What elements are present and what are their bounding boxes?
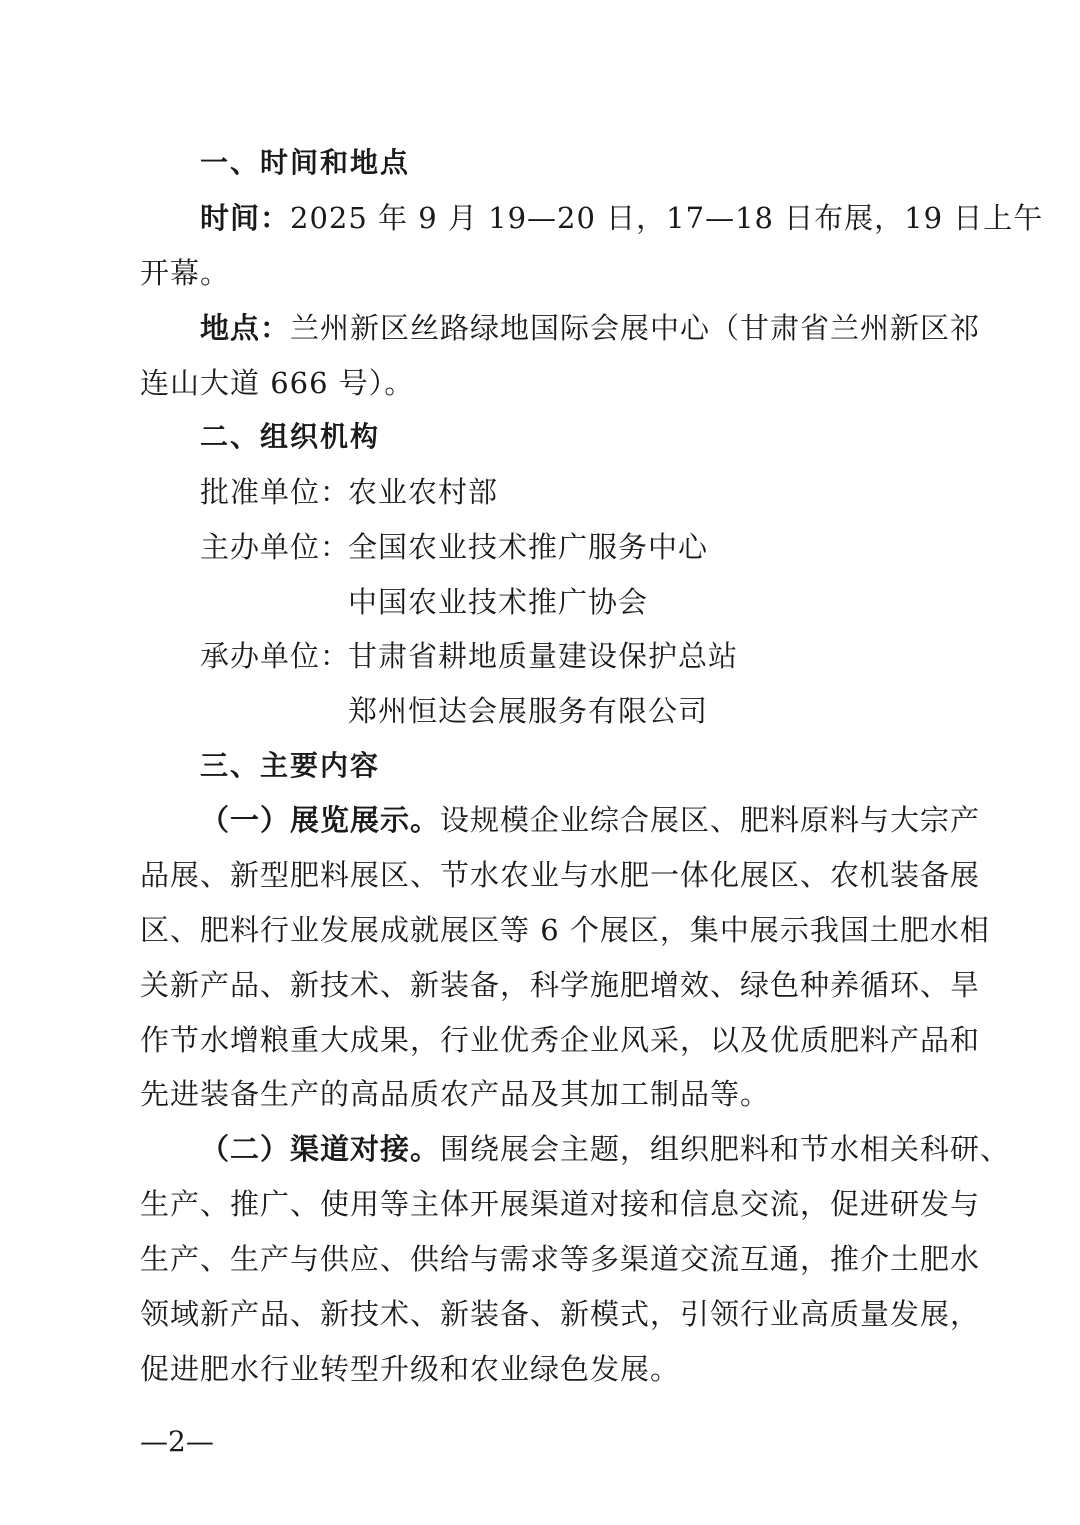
approval-unit-label: 批准单位： bbox=[200, 475, 351, 509]
page-number: —2— bbox=[140, 1425, 214, 1458]
organizer-unit-value-2: 郑州恒达会展服务有限公司 bbox=[348, 694, 709, 728]
organizer-unit-row bbox=[200, 636, 738, 676]
host-unit-value-1: 全国农业技术推广服务中心 bbox=[348, 530, 709, 564]
exhibition-paragraph-line-3: 区、肥料行业发展成就展区等 6 个展区，集中展示我国土肥水相 bbox=[140, 913, 990, 947]
host-unit-label: 主办单位： bbox=[200, 530, 351, 564]
organizer-unit-label: 承办单位： bbox=[200, 639, 351, 673]
exhibition-paragraph-line-1 bbox=[200, 800, 980, 840]
organizer-unit-value-1: 甘肃省耕地质量建设保护总站 bbox=[348, 639, 739, 673]
approval-unit-value: 农业农村部 bbox=[348, 475, 499, 509]
time-paragraph-line-1 bbox=[200, 198, 1043, 238]
channel-paragraph-line-3: 生产、生产与供应、供给与需求等多渠道交流互通，推介土肥水 bbox=[140, 1242, 981, 1276]
channel-text-1: 围绕展会主题，组织肥料和节水相关科研、 bbox=[440, 1132, 1011, 1166]
place-paragraph-line-2: 连山大道 666 号）。 bbox=[140, 366, 415, 400]
channel-paragraph-line-4: 领域新产品、新技术、新装备、新模式，引领行业高质量发展， bbox=[140, 1297, 981, 1331]
exhibition-text-1: 设规模企业综合展区、肥料原料与大宗产 bbox=[440, 803, 981, 837]
time-label: 时间： bbox=[200, 201, 291, 235]
channel-paragraph-line-5: 促进肥水行业转型升级和农业绿色发展。 bbox=[140, 1352, 681, 1386]
exhibition-subheading: （一）展览展示。 bbox=[200, 803, 441, 837]
approval-unit-row bbox=[200, 472, 498, 512]
time-text: 2025 年 9 月 19—20 日，17—18 日布展，19 日上午 bbox=[290, 201, 1044, 235]
exhibition-paragraph-line-2: 品展、新型肥料展区、节水农业与水肥一体化展区、农机装备展 bbox=[140, 858, 981, 892]
section-heading-main-content: 三、主要内容 bbox=[200, 749, 381, 782]
place-paragraph-line-1 bbox=[200, 308, 980, 348]
host-unit-value-2: 中国农业技术推广协会 bbox=[348, 585, 649, 619]
channel-paragraph-line-2: 生产、推广、使用等主体开展渠道对接和信息交流，促进研发与 bbox=[140, 1187, 981, 1221]
channel-subheading: （二）渠道对接。 bbox=[200, 1132, 441, 1166]
section-heading-time-place: 一、时间和地点 bbox=[200, 146, 411, 179]
exhibition-paragraph-line-4: 关新产品、新技术、新装备，科学施肥增效、绿色种养循环、旱 bbox=[140, 968, 981, 1002]
section-heading-organization: 二、组织机构 bbox=[200, 420, 381, 453]
place-label: 地点： bbox=[200, 311, 291, 345]
channel-paragraph-line-1 bbox=[200, 1129, 1010, 1169]
time-paragraph-line-2: 开幕。 bbox=[140, 256, 231, 290]
host-unit-row bbox=[200, 527, 708, 567]
exhibition-paragraph-line-6: 先进装备生产的高品质农产品及其加工制品等。 bbox=[140, 1077, 771, 1111]
place-text: 兰州新区丝路绿地国际会展中心（甘肃省兰州新区祁 bbox=[290, 311, 981, 345]
exhibition-paragraph-line-5: 作节水增粮重大成果，行业优秀企业风采，以及优质肥料产品和 bbox=[140, 1023, 981, 1057]
